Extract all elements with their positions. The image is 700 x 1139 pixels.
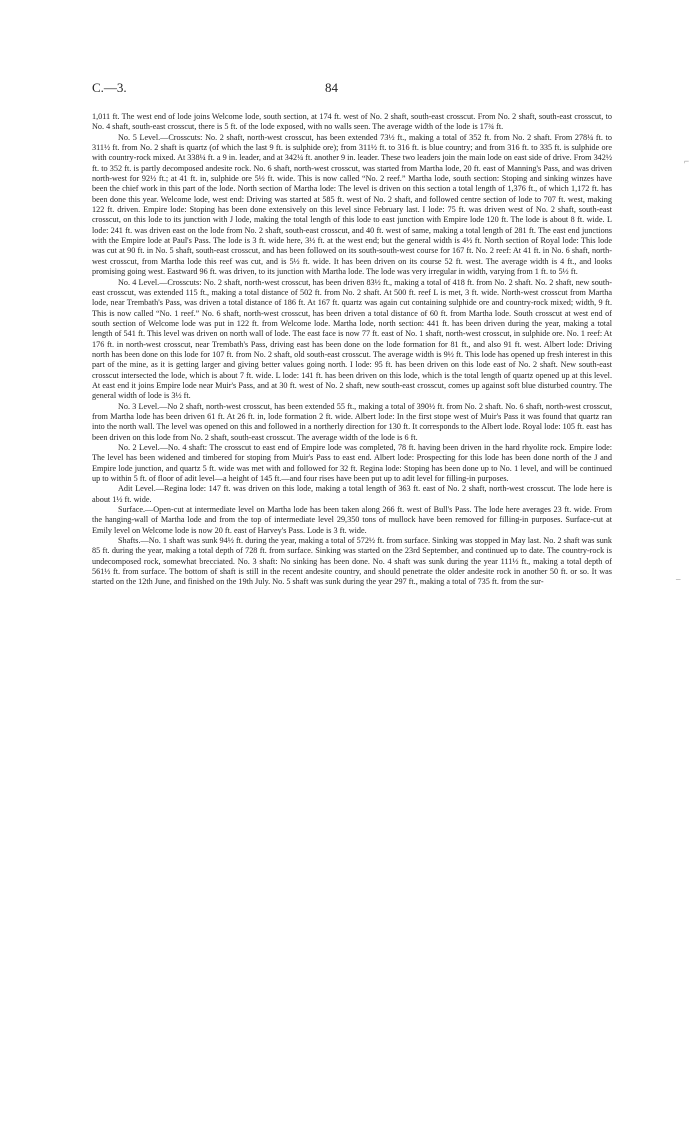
paragraph-no-5-level: No. 5 Level.—Crosscuts: No. 2 shaft, north-west crosscut, has been extended 73½ ft., making a total of 352 ft. from No. 2 shaft. From 278¼ ft. to 311½ ft. from No. 2 shaft is quartz (of which the last 9 ft. is sulphide ore); from 311½ ft. to 316 ft. is blue country; and from 316 ft. to 335 ft. is sulphide ore with country-rock mixed. At 338¼ ft. a 9 in. leader, and at 342¼ ft. another 9 in. leader. These two leaders join the main lode on east side of drive. From 342½ ft. to 352 ft. is partly decomposed andesite rock. No. 6 shaft, north-west crosscut, was started from Martha lode, 20 ft. east of Manning's Pass, and was driven north-west for 92½ ft.; at 41 ft. in, sulphide ore 5½ ft. wide. This is now called “No. 2 reef.” Martha lode, south section: Stoping and sinking winzes have been the chief work in this part of the lode. North section of Martha lode: The level is driven on this section a total length of 1,376 ft., of which 1,172 ft. has been done this year. Welcome lode, west end: Driving was started at 585 ft. west of No. 2 shaft, and followed centre section of lode to 707 ft. west, making 122 ft. driven. Empire lode: Stoping has been done extensively on this level since February last. I lode: 75 ft. was driven west of No. 2 shaft, south-east crosscut, on this lode to its junction with J lode, making the total length of this lode to east junction with Empire lode 120 ft. The lode is about 8 ft. wide. L lode: 241 ft. was driven east on the lode from No. 2 shaft, south-east crosscut, and 40 ft. west of same, making a total length of 281 ft. The east end junctions with the Empire lode at Paul's Pass. The lode is 3 ft. wide here, 3½ ft. at the west end; but the general width is 4½ ft. North section of Royal lode: This lode was cut at 90 ft. in No. 5 shaft, south-east crosscut, and has been followed on its south-south-west course for 167 ft. No. 2 reef: At 41 ft. in No. 6 shaft, north-west crosscut, from Martha lode this reef was cut, and is 5½ ft. wide. It has been driven on its course 52 ft. west. The average width is 4 ft., and looks promising going west. Eastward 96 ft. was driven, to its junction with Martha lode. The lode was very irregular in width, varying from 1 ft. to 5½ ft.	[92, 132, 612, 277]
paragraph-no-2-level: No. 2 Level.—No. 4 shaft: The crosscut to east end of Empire lode was completed, 78 ft. having been driven in the hard rhyolite rock. Empire lode: The level has been widened and timbered for stoping from Muir's Pass to east end. Albert lode: Prospecting for this lode has been done north of the J and Empire lode junction, and quartz 5 ft. wide was met with and followed for 32 ft. Regina lode: Stoping has been done up to No. 1 level, and will be continued up to within 5 ft. of floor of adit level—a height of 145 ft.—and four rises have been put up to adit level for filling-in purposes.	[92, 443, 612, 484]
paragraph-shafts: Shafts.—No. 1 shaft was sunk 94½ ft. during the year, making a total of 572½ ft. from surface. Sinking was stopped in May last. No. 2 shaft was sunk 85 ft. during the year, making a total depth of 728 ft. from surface. Sinking was started on the 23rd September, and continued up to date. The country-rock is undecomposed rock, somewhat brecciated. No. 3 shaft: No sinking has been done. No. 4 shaft was sunk during the year 111½ ft., making a total depth of 561½ ft. from surface. The bottom of shaft is still in the recent andesite country, and should penetrate the older andesite rock in another 50 ft. or so. It was started on the 12th June, and finished on the 19th July. No. 5 shaft was sunk during the year 297 ft., making a total of 735 ft. from the sur-	[92, 536, 612, 587]
paragraph-no-3-level: No. 3 Level.—No 2 shaft, north-west crosscut, has been extended 55 ft., making a total of 390½ ft. from No. 2 shaft. No. 6 shaft, north-west crosscut, from Martha lode has been driven 61 ft. At 26 ft. in, lode formation 2 ft. wide. Albert lode: In the first stope west of Muir's Pass it was found that quartz ran into the north wall. The level was opened on this and followed in a northerly direction for 130 ft. It corresponds to the Albert lode. Royal lode: 105 ft. east has been driven on this lode from No. 2 shaft, south-east crosscut. The average width of the lode is 6 ft.	[92, 401, 612, 442]
margin-tick-mark: –	[676, 574, 681, 584]
paragraph-surface: Surface.—Open-cut at intermediate level on Martha lode has been taken along 266 ft. west of Bull's Pass. The lode here averages 23 ft. wide. From the hanging-wall of Martha lode and from the top of intermediate level 29,350 tons of mullock have been removed for filling-in purposes. Surface-cut at Emily level on Welcome lode is now 20 ft. east of Harvey's Pass. Lode is 3 ft. wide.	[92, 505, 612, 535]
margin-tick-mark: ⌐	[684, 156, 690, 166]
page-header	[92, 80, 610, 96]
page-number: 84	[325, 80, 338, 95]
paragraph-no-4-level: No. 4 Level.—Crosscuts: No. 2 shaft, north-west crosscut, has been driven 83½ ft., making a total of 418 ft. from No. 2 shaft. No. 2 shaft, new south-east crosscut, was extended 115 ft., making a total distance of 502 ft. from No. 2 shaft. At 500 ft. reef L is met, 3 ft. wide. North-west crosscut from Martha lode, near Trembath's Pass, was driven a total distance of 186 ft. At 167 ft. quartz was again cut containing sulphide ore and country-rock mixed; width, 9 ft. This is now called “No. 1 reef.” No. 6 shaft, north-west crosscut, has been driven a total distance of 60 ft. from Martha lode. South crosscut at west end of south section of Welcome lode was put in 122 ft. from Welcome lode. Martha lode, north section: 441 ft. has been driven during the year, making a total length of 541 ft. This level was driven on north wall of lode. The east face is now 77 ft. east of No. 1 shaft, north-west crosscut, in sulphide ore. No. 1 reef: At 176 ft. in north-west crosscut, near Trembath's Pass, driving east has been done on the lode formation for 81 ft., and also 91 ft. west. Albert lode: Driving north has been done on this lode for 107 ft. from No. 2 shaft, old south-east crosscut. The average width is 9½ ft. This lode has opened up fresh interest in this part of the mine, as it is getting larger and giving better values going north. I lode: 95 ft. has been driven on this lode east of No. 2 shaft. New south-east crosscut intersected the lode, which is about 7 ft. wide. L lode: 141 ft. has been driven on this lode, which is the total length of quartz opened up at this level. At east end it joins Empire lode near Muir's Pass, and at 30 ft. west of No. 2 shaft, new south-east crosscut, comes up against soft blue disturbed country. The general width of lode is 3½ ft.	[92, 277, 612, 401]
report-body	[92, 112, 612, 588]
document-reference: C.—3.	[92, 80, 127, 95]
paragraph-welcome-lode-continuation: 1,011 ft. The west end of lode joins Welcome lode, south section, at 174 ft. west of No. 2 shaft, south-east crosscut. From No. 2 shaft, south-east crosscut, to No. 4 shaft, south-east crosscut, there is 5 ft. of the lode exposed, with no walls seen. The average width of the lode is 17¾ ft.	[92, 112, 612, 132]
paragraph-adit-level: Adit Level.—Regina lode: 147 ft. was driven on this lode, making a total length of 363 ft. east of No. 2 shaft, north-west crosscut. The lode here is about 1½ ft. wide.	[92, 484, 612, 504]
